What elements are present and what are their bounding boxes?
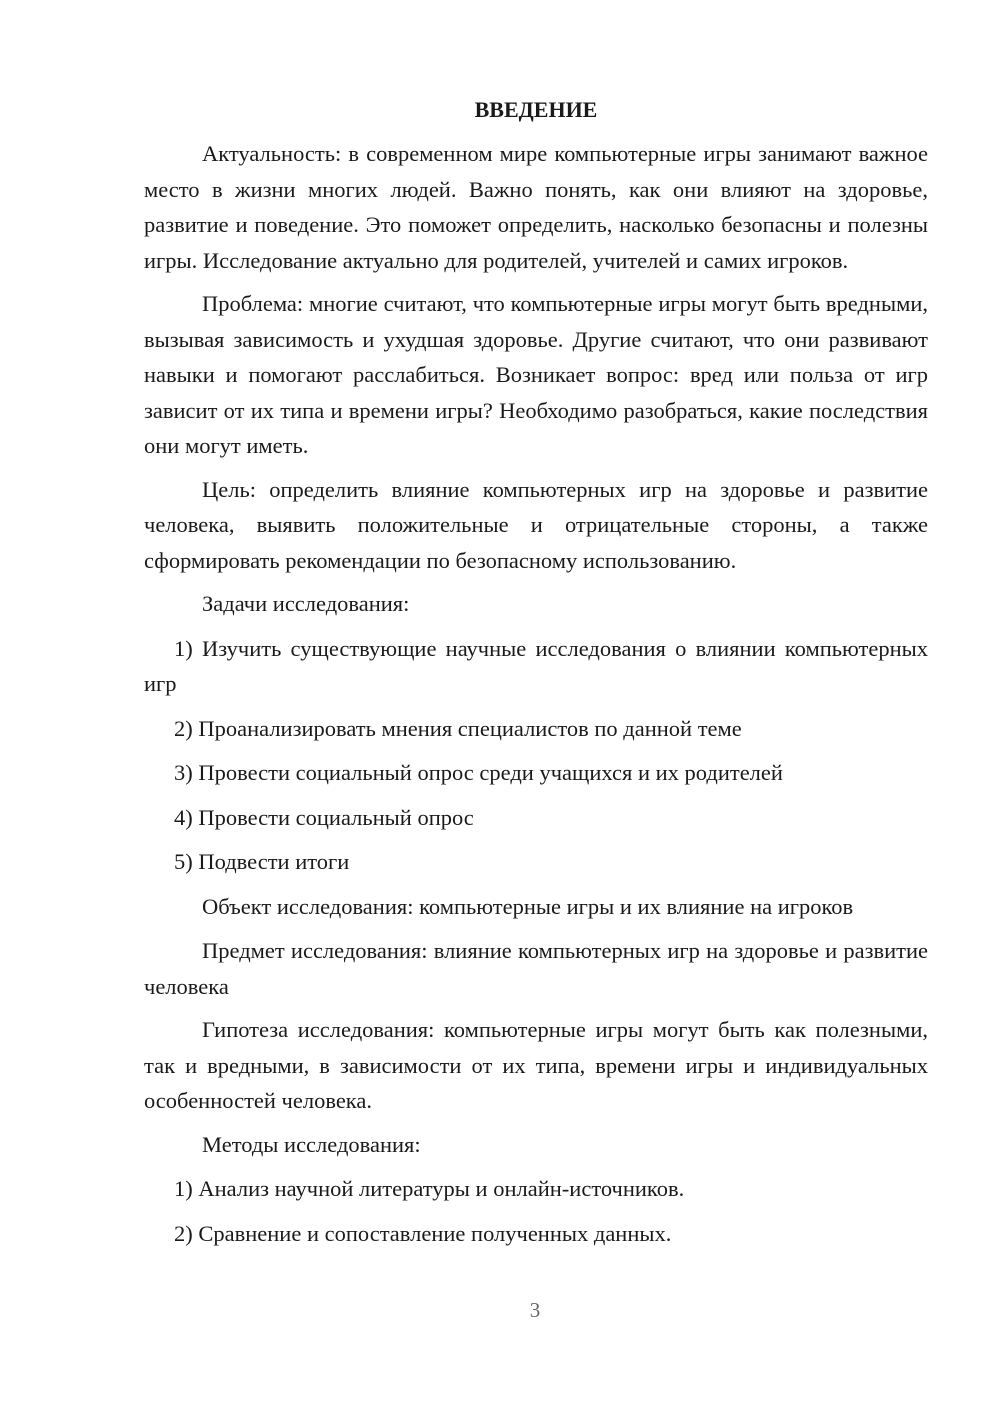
task-item: 4) Провести социальный опрос (174, 804, 474, 830)
task-item: 2) Проанализировать мнения специалистов по данной теме (174, 715, 742, 741)
task-item: 5) Подвести итоги (174, 849, 350, 874)
page-number: 3 (529, 1298, 541, 1322)
object-paragraph: Объект исследования: компьютерные игры и их влияние на игроков (202, 893, 854, 919)
relevance-paragraph: Актуальность: в современном мире компьютерные игры занимают важное место в жизни многих людей. Важно понять, как они влияют на здоровье, развитие и поведение. Это поможет определить, насколько безопасны и полезны игры. Исследование актуально для родителей, учителей и самих игроков. (144, 141, 928, 273)
section-title: ВВЕДЕНИЕ (474, 97, 598, 122)
task-item: 3) Провести социальный опрос среди учащихся и их родителей (174, 760, 783, 785)
document-page (144, 92, 928, 1260)
method-item: 2) Сравнение и сопоставление полученных данных. (174, 1220, 672, 1246)
task-item: 1) Изучить существующие научные исследования о влиянии компьютерных игр (144, 635, 928, 696)
methods-heading: Методы исследования: (202, 1131, 421, 1157)
subject-paragraph: Предмет исследования: влияние компьютерных игр на здоровье и развитие человека (144, 938, 928, 999)
method-item: 1) Анализ научной литературы и онлайн-источников. (174, 1176, 685, 1201)
tasks-heading: Задачи исследования: (202, 591, 410, 616)
hypothesis-paragraph: Гипотеза исследования: компьютерные игры могут быть как полезными, так и вредными, в зависимости от их типа, времени игры и индивидуальных особенностей человека. (144, 1017, 928, 1113)
goal-paragraph: Цель: определить влияние компьютерных игр на здоровье и развитие человека, выявить положительные и отрицательные стороны, а также сформировать рекомендации по безопасному использованию. (144, 476, 928, 573)
problem-paragraph: Проблема: многие считают, что компьютерные игры могут быть вредными, вызывая зависимость и ухудшая здоровье. Другие считают, что они развивают навыки и помогают расслабиться. Возникает вопрос: вред или польза от игр зависит от их типа и времени игры? Необходимо разобраться, какие последствия они могут иметь. (144, 291, 928, 458)
